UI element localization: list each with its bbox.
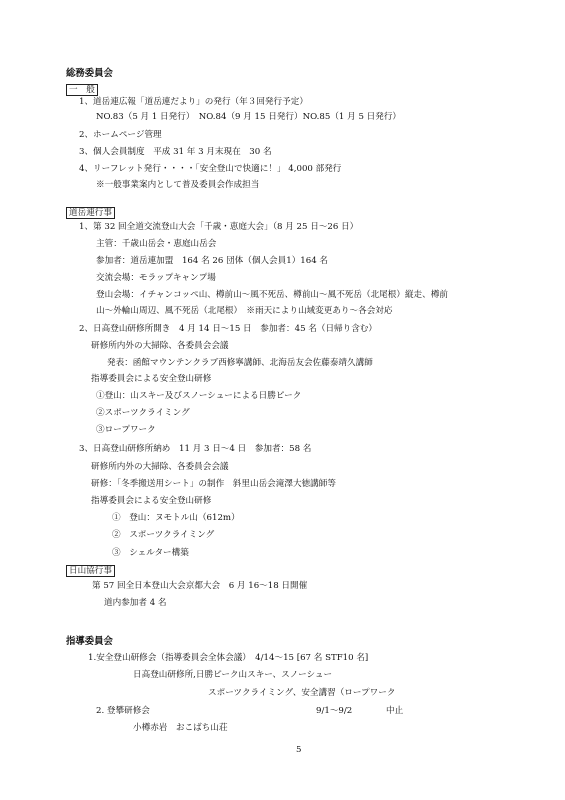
- dogakuren-item-1-venue: 交流会場：モラップキャンプ場: [96, 273, 216, 283]
- dogakuren-events-tag: 道岳連行事: [66, 207, 115, 219]
- dogakuren-item-3-training-work: 研修：「冬季搬送用シート」の制作 斜里山岳会滝澤大徳講師等: [91, 479, 336, 489]
- dogakuren-item-1: 1、第 32 回全道交流登山大会「千歳・恵庭大会」（8 月 25 日〜26 日）: [79, 222, 359, 232]
- general-section-tag: 一 般: [66, 84, 98, 96]
- dogakuren-item-3-training-1: ① 登山：ヌモトル山（612m）: [112, 513, 240, 523]
- page-number: 5: [296, 745, 302, 755]
- dogakuren-item-2-cleaning: 研修所内外の大掃除、各委員会会議: [91, 341, 229, 351]
- dogakuren-item-1-climb-venue: 登山会場：イチャンコッペ山、樽前山〜風不死岳、樽前山〜風不死岳（北尾根）縦走、樽前: [96, 290, 448, 300]
- dogakuren-item-1-host: 主管：千歳山岳会・恵庭山岳会: [96, 239, 217, 249]
- dogakuren-item-1-participants: 参加者：道岳連加盟 164 名 26 団体（個人会員1）164 名: [96, 256, 329, 266]
- soumu-item-4: 4、リーフレット発行・・・・「安全登山で快適に！」 4,000 部発行: [79, 164, 342, 174]
- dogakuren-item-3-training-3: ③ シェルター構築: [112, 548, 189, 558]
- nissan-item-1-participants: 道内参加者 4 名: [104, 598, 167, 608]
- soumu-item-1-detail: NO.83（5 月 1 日発行） NO.84（9 月 15 日発行）NO.85（1 月 5 日発行）: [96, 112, 402, 122]
- dogakuren-item-2-training-1: ①登山：山スキー及びスノーシューによる日勝ピーク: [96, 391, 302, 401]
- soumu-item-3: 3、個人会員制度 平成 31 年 3 月末現在 30 名: [79, 147, 272, 157]
- dogakuren-item-3-cleaning: 研修所内外の大掃除、各委員会会議: [91, 462, 229, 472]
- dogakuren-item-2-training-3: ③ロープワーク: [96, 425, 156, 435]
- shido-item-2-date: 9/1〜9/2: [316, 706, 353, 716]
- dogakuren-item-2-training-2: ②スポーツクライミング: [96, 408, 190, 418]
- dogakuren-item-2-presentation: 発表：函館マウンテンクラブ西修寧講師、北海岳友会佐藤泰靖久講師: [107, 358, 373, 368]
- dogakuren-item-3: 3、日高登山研修所納め 11 月 3 日〜4 日 参加者：58 名: [79, 444, 312, 454]
- soumu-item-2: 2、ホームページ管理: [79, 130, 162, 140]
- shido-item-1-detail-2: スポーツクライミング、安全講習（ロープワーク: [208, 688, 396, 698]
- dogakuren-item-1-climb-venue-cont: 山〜外輪山周辺、風不死岳（北尾根） ※雨天により山域変更あり〜各会対応: [96, 306, 393, 316]
- soumu-committee-heading: 総務委員会: [66, 68, 113, 79]
- shido-item-2-location: 小樽赤岩 おこばち山荘: [133, 723, 228, 733]
- shido-item-2: 2. 登攀研修会: [96, 706, 150, 716]
- shido-committee-heading: 指導委員会: [66, 636, 113, 647]
- nissan-item-1: 第 57 回全日本登山大会京都大会 6 月 16〜18 日開催: [92, 581, 308, 591]
- shido-item-1: 1.安全登山研修会（指導委員会全体会議） 4/14〜15 [67 名 STF10 名]: [88, 653, 369, 663]
- shido-item-1-detail-1: 日高登山研修所,日勝ピーク山スキー、スノーシュー: [133, 670, 333, 680]
- dogakuren-item-2: 2、日高登山研修所開き 4 月 14 日〜15 日 参加者：45 名（日帰り含む）: [79, 324, 378, 334]
- nissan-events-tag: 日山協行事: [66, 565, 115, 577]
- dogakuren-item-2-training: 指導委員会による安全登山研修: [91, 374, 212, 384]
- soumu-item-1: 1、道岳連広報「道岳連だより」の発行（年３回発行予定）: [79, 97, 308, 107]
- dogakuren-item-3-training-2: ② スポーツクライミング: [112, 530, 215, 540]
- shido-item-2-status: 中止: [386, 706, 404, 716]
- soumu-item-4-note: ※一般事業案内として普及委員会作成担当: [96, 180, 260, 190]
- dogakuren-item-3-training: 指導委員会による安全登山研修: [91, 496, 212, 506]
